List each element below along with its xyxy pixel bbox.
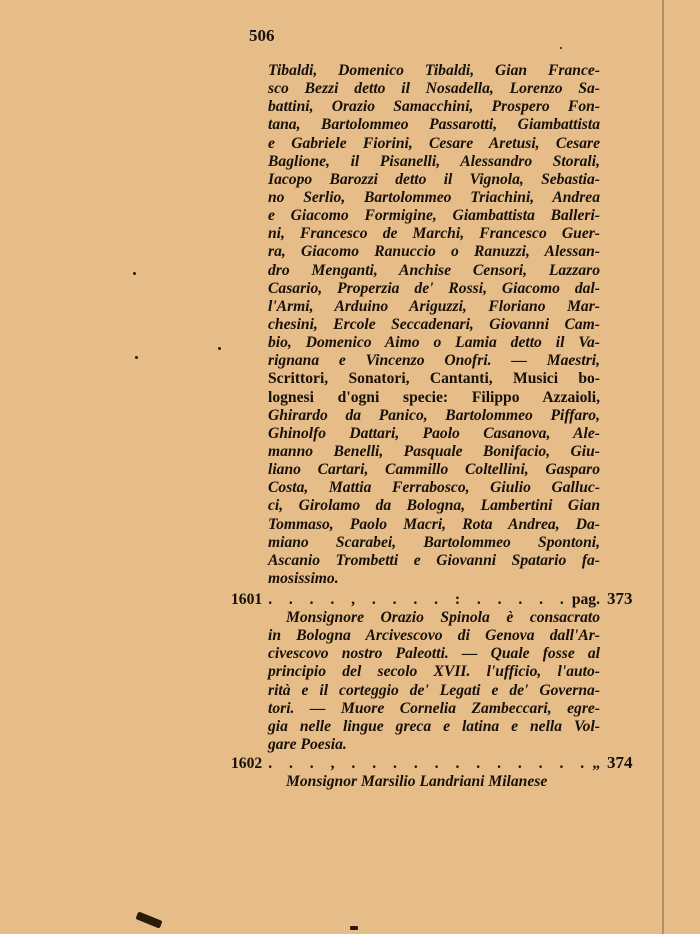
main-paragraph: [268, 62, 600, 588]
leader-dots: . . . , . . . . . . . . . . . .: [268, 755, 587, 772]
text-line: bio, Domenico Aimo o Lamia detto il Va-: [268, 334, 600, 352]
entry-description-1602: [268, 773, 600, 791]
scan-speck: [350, 926, 358, 930]
entry-year: 1602: [231, 755, 263, 772]
text-line: in Bologna Arcivescovo di Genova dall'Ar-: [268, 627, 600, 645]
entry-heading-1602: [231, 755, 600, 773]
text-line: e Giacomo Formigine, Giambattista Balleri-: [268, 207, 600, 225]
page-edge-line: [662, 0, 664, 934]
entry-year: 1601: [231, 591, 263, 608]
page-number: 506: [249, 26, 275, 45]
text-line: rignana e Vincenzo Onofri. — Maestri,: [268, 352, 600, 370]
text-line: Ghinolfo Dattari, Paolo Casanova, Ale-: [268, 424, 600, 442]
text-line: e Gabriele Fiorini, Cesare Aretusi, Cesare: [268, 134, 600, 152]
text-line: Casario, Properzia de' Rossi, Giacomo dal-: [268, 279, 600, 297]
scan-speck: [218, 347, 221, 350]
leader-dots: . . . . , . . . . : . . . . .: [268, 591, 566, 608]
text-line: Ascanio Trombetti e Giovanni Spatario fa-: [268, 551, 600, 569]
scan-speck: [135, 911, 162, 928]
text-line: Costa, Mattia Ferrabosco, Giulio Galluc-: [268, 479, 600, 497]
text-line: tori. — Muore Cornelia Zambeccari, egre-: [268, 699, 600, 717]
text-line: civescovo nostro Paleotti. — Quale fosse al: [268, 645, 600, 663]
text-line: gare Poesia.: [268, 735, 347, 753]
page-abbrev: pag.: [571, 591, 600, 608]
text-line: tana, Bartolommeo Passarotti, Giambattista: [268, 116, 600, 134]
text-line: gia nelle lingue greca e latina e nella Vol-: [268, 717, 600, 735]
text-line: ra, Giacomo Ranuccio o Ranuzzi, Alessan-: [268, 243, 600, 261]
scan-speck: [133, 272, 136, 275]
text-line: Tommaso, Paolo Macri, Rota Andrea, Da-: [268, 515, 600, 533]
scan-speck: [560, 47, 562, 49]
text-line: Scrittori, Sonatori, Cantanti, Musici bo-: [268, 370, 600, 388]
text-line: ni, Francesco de Marchi, Francesco Guer-: [268, 225, 600, 243]
text-line: liano Cartari, Cammillo Coltellini, Gasparo: [268, 461, 600, 479]
text-line: mosissimo.: [268, 569, 339, 587]
text-line: miano Scarabei, Bartolommeo Spontoni,: [268, 533, 600, 551]
text-line: chesini, Ercole Seccadenari, Giovanni Cam-: [268, 315, 600, 333]
text-line: rità e il corteggio de' Legati e de' Governa-: [268, 681, 600, 699]
entry-page-ref: 373: [607, 589, 633, 608]
text-line: battini, Orazio Samacchini, Prospero Fon-: [268, 98, 600, 116]
text-line: Ghirardo da Panico, Bartolommeo Piffaro,: [268, 406, 600, 424]
text-line: manno Benelli, Pasquale Bonifacio, Giu-: [268, 442, 600, 460]
entry-description-1601: [268, 609, 600, 754]
text-line: Monsignor Marsilio Landriani Milanese: [286, 773, 548, 790]
scan-speck: [135, 356, 138, 359]
text-line: sco Bezzi detto il Nosadella, Lorenzo Sa-: [268, 80, 600, 98]
text-line: ci, Girolamo da Bologna, Lambertini Gian: [268, 497, 600, 515]
entry-page-ref: 374: [607, 753, 633, 772]
text-line: Iacopo Barozzi detto il Vignola, Sebastia-: [268, 170, 600, 188]
text-line: dro Menganti, Anchise Censori, Lazzaro: [268, 261, 600, 279]
entry-heading-1601: [231, 591, 600, 609]
text-line: Monsignore Orazio Spinola è consacrato: [286, 609, 600, 626]
text-line: Tibaldi, Domenico Tibaldi, Gian France-: [268, 62, 600, 79]
text-line: principio del secolo XVII. l'ufficio, l'auto-: [268, 663, 600, 681]
text-line: Baglione, il Pisanelli, Alessandro Storali,: [268, 152, 600, 170]
text-line: lognesi d'ogni specie: Filippo Azzaioli,: [268, 388, 600, 406]
text-line: l'Armi, Arduino Ariguzzi, Floriano Mar-: [268, 297, 600, 315]
ditto-mark: „: [592, 755, 600, 772]
text-line: no Serlio, Bartolommeo Triachini, Andrea: [268, 188, 600, 206]
